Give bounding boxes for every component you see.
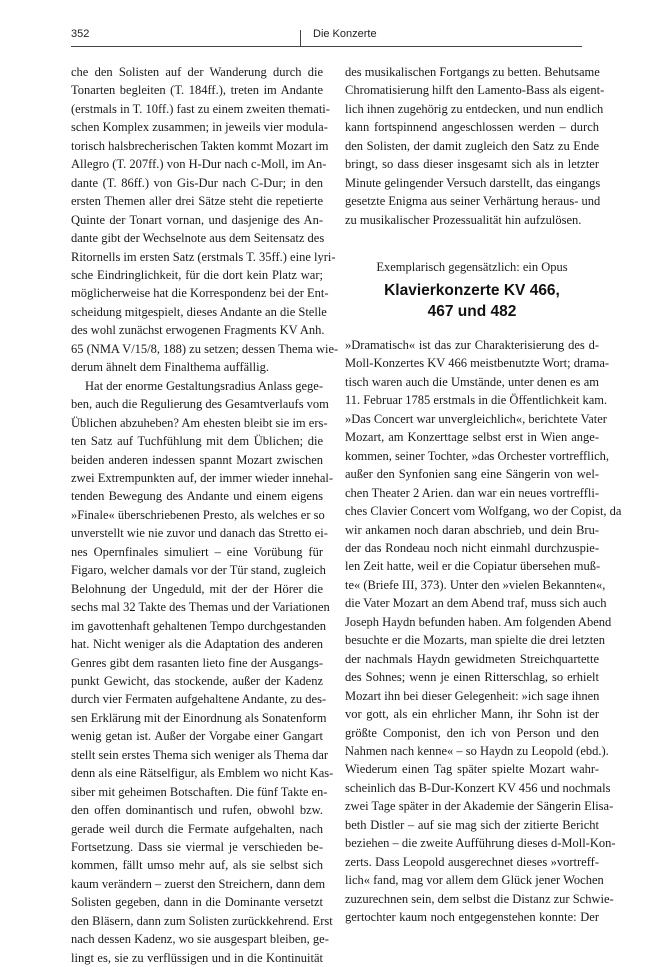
text-line: außer den Synfonien sang eine Sängerin von wel- [345,467,599,482]
text-line: Ritornells im ersten Satz (erstmals T. 35ff.) eine lyri- [71,249,336,264]
text-line: den Bläsern, dann zum Solisten zurückkehrend. Erst [71,913,333,928]
text-line: nes Opernfinales simuliert – eine Vorübung für [71,544,323,559]
text-line: Genres gibt dem rasanten lieto fine der Ausgangs- [71,655,323,670]
text-line: wenig getan ist. Außer der Vorgabe einer Gangart [71,729,323,744]
section-heading [345,258,599,322]
text-line: lich« fand, mag vor allem dem Glück jener Wochen [345,873,604,888]
text-line: zwei Extrempunkten auf, der immer wieder innehal- [71,470,334,485]
text-line: den offen dominantisch und rufen, obwohl bzw. [71,803,323,818]
text-line: Tonarten begleiten (T. 184ff.), treten im Andante [71,83,323,98]
text-line: zwei Tage später in der Akademie der Sängerin Elisa- [345,799,614,814]
text-line: tenden Bewegung des Andante und einem eigens [71,489,323,504]
text-line: ches Clavier Concert vom Wolfgang, wo der Copist, da [345,504,622,519]
text-line: Mozart ihn bei dieser Gelegenheit: »ich sage ihnen [345,688,600,703]
section-kicker: Exemplarisch gegensätzlich: ein Opus [376,260,568,274]
text-line: Wiederum einen Tag später spielte Mozart wahr- [345,762,599,777]
section-title-line-1: Klavierkonzerte KV 466, [384,282,560,299]
text-line: Joseph Haydn befunden haben. Am folgenden Abend [345,614,612,629]
text-line: Üblichen abzuheben? Am ehesten bleibt sie im ers- [71,415,328,430]
text-line: sechs mal 32 Takte des Themas und der Variationen [71,600,330,615]
text-line: len Zeit hatte, weil er die Copiatur übersehen muß- [345,559,601,574]
text-line: größte Componist, den ich von Person und den [345,725,599,740]
text-line: sen Erklärung mit der Einordnung als Sonatenform [71,710,327,725]
text-line: dante gibt der Wechselnote aus dem Seitensatz des [71,231,325,246]
text-line: beth Distler – auf sie mag sich der zitierte Bericht [345,817,599,832]
text-line: gertochter kaum noch entgegenstehen konnte: Der [345,910,599,925]
text-line: denn als eine Rätselfigur, als Emblem wo nicht Kas- [71,766,334,781]
text-line: zerts. Dass Leopold ausgerechnet dieses »vortreff- [345,854,599,869]
page-number: 352 [71,28,90,40]
text-line: sche Eindringlichkeit, für die dort kein Platz war; [71,267,323,282]
text-line: torisch halsbrecherischen Takten kommt Mozart im [71,138,329,153]
text-line: bringt, so dass dieser insgesamt sich als in letzter [345,157,599,172]
header-rule [71,46,582,47]
text-line: »Finale« überschriebenen Presto, als welches er so [71,507,325,522]
text-line: Allegro (T. 207ff.) von H-Dur nach c-Moll, im An- [71,157,327,172]
right-column-body [345,336,622,927]
right-column-top [345,63,605,229]
text-line: Quinte der Tonart vornan, und dasjenige des An- [71,212,323,227]
section-title-line-2: 467 und 482 [427,303,517,320]
text-line: scheinlich das B-Dur-Konzert KV 456 und nochmals [345,780,611,795]
text-line: gesetzte Enigma aus seiner Verhärtung heraus- und [345,194,601,209]
text-line: lich ihnen zugehörig zu entdecken, und nun endlich [345,101,604,116]
text-line: schen Komplex zusammen; in jeweils vier modula- [71,120,328,135]
text-line: siber mit geheimen Botschaften. Die fünf Takte en- [71,784,328,799]
text-line: durch vier Fermaten aufgehaltene Andante, zu des- [71,692,327,707]
text-line: beziehen – die zweite Aufführung dieses d-Moll-Kon- [345,836,616,851]
text-line: nach dessen Kadenz, wo sie ausgespart bleiben, ge- [71,932,329,947]
text-line: »Das Concert war unvergleichlich«, berichtete Vater [345,411,607,426]
text-line: im gavottenhaft gehaltenen Tempo durchgestanden [71,618,327,633]
text-line: kommen, fällt umso mehr auf, als sie selbst sich [71,858,323,873]
text-line: Fortsetzung. Dass sie viermal je verschieden be- [71,840,323,855]
text-line: 65 (NMA V/15/8, 188) zu setzen; dessen Thema wie- [71,341,339,356]
text-line: den Solisten, der damit zugleich den Satz zu Ende [345,138,599,153]
text-line: punkt Gewicht, das stockende, außer der Kadenz [71,673,323,688]
text-line: hat. Nicht weniger als die Adaptation des anderen [71,637,323,652]
text-line: wir ankamen noch daran abschrieb, und dein Bru- [345,522,599,537]
text-line: Mozart, am Konzerttage selbst erst in Wien ange- [345,430,599,445]
text-line: ben, auch die Regulierung des Gesamtverlaufs vom [71,397,329,412]
page-header [71,26,582,44]
text-line: Nahmen nach kenne« – so Haydn zu Leopold (ebd.). [345,743,609,758]
text-line: lingt es, sie zu verflüssigen und in die Kontinuität [71,950,323,965]
text-line: kaum verändern – zuerst den Streichern, dann dem [71,876,326,891]
text-line: Moll-Konzertes KV 466 meistbenutzte Wort; drama- [345,356,610,371]
text-line: Hat der enorme Gestaltungsradius Anlass gege- [85,378,323,393]
text-line: kann fortspinnend angeschlossen werden – durch [345,120,599,135]
text-line: Chromatisierung hilft den Lamento-Bass als eigent- [345,83,605,98]
text-line: besuchte er die Mozarts, man spielte die drei letzten [345,633,605,648]
text-line: des wohl zunächst erwogenen Fragments KV Anh. [71,323,325,338]
text-line: zuzurechnen sein, dem selbst die Distanz zur Schwie- [345,891,614,906]
text-line: des musikalischen Fortgangs zu betten. Behutsame [345,65,600,79]
text-line: Minute gelingender Versuch darstellt, das eingangs [345,175,601,190]
text-line: tisch waren auch die Umstände, unter denen es am [345,374,599,389]
left-column [71,63,339,967]
text-line: chen Theater 2 Arien. dan war ein neues vortreffli- [345,485,599,500]
text-line: (erstmals in T. 10ff.) fast zu einem zweiten themati- [71,101,330,116]
text-line: kommen, seiner Tochter, »das Orchester vortrefflich, [345,448,610,463]
text-line: ten Satz auf Tuchfühlung mit dem Üblichen; die [71,434,323,449]
header-divider [300,30,301,46]
text-line: beiden anderen indessen spannt Mozart zwischen [71,452,323,467]
text-line: ersten Themen aller drei Sätze steht die repetierte [71,194,323,209]
text-line: gerade weil durch die Fermate aufgehalten, nach [71,821,323,836]
text-line: derum ähnelt dem Finalthema auffällig. [71,360,269,375]
text-line: »Dramatisch« ist das zur Charakterisierung des d- [345,338,599,352]
text-line: che den Solisten auf der Wanderung durch die [71,65,323,79]
text-line: des Sohnes; wenn je einen Ritterschlag, so erhielt [345,670,599,685]
text-line: Solisten gegeben, dann in die Dominante versetzt [71,895,323,910]
text-line: stellt sein erstes Thema sich weniger als Thema dar [71,747,329,762]
text-line: der das Rondeau noch nicht einmahl durchzuspie- [345,540,599,555]
text-line: zu musikalischer Prozessualität hin aufzulösen. [345,212,582,227]
text-line: scheidung mitgespielt, dieses Andante an die Stelle [71,304,327,319]
text-line: unverstellt wie nie zuvor und danach das Stretto ei- [71,526,328,541]
text-line: die Vater Mozart an dem Abend traf, muss sich auch [345,596,607,611]
text-line: möglicherweise hat die Korrespondenz bei der Ent- [71,286,329,301]
text-line: dante (T. 86ff.) von Gis-Dur nach C-Dur; in den [71,175,323,190]
section-title [345,280,599,322]
text-line: der nachmals Haydn gewidmeten Streichquartette [345,651,599,666]
text-line: Belohnung der Ungeduld, mit der der Hörer die [71,581,323,596]
text-line: te« (Briefe III, 373). Unter den »vielen Bekannten«, [345,577,606,592]
text-line: vor gott, als ein ehrlicher Mann, ihr Sohn ist der [345,707,599,722]
text-line: Figaro, welcher damals vor der Tür stand, zugleich [71,563,326,578]
running-title: Die Konzerte [313,28,377,40]
text-line: 11. Februar 1785 erstmals in die Öffentlichkeit kam. [345,393,608,408]
